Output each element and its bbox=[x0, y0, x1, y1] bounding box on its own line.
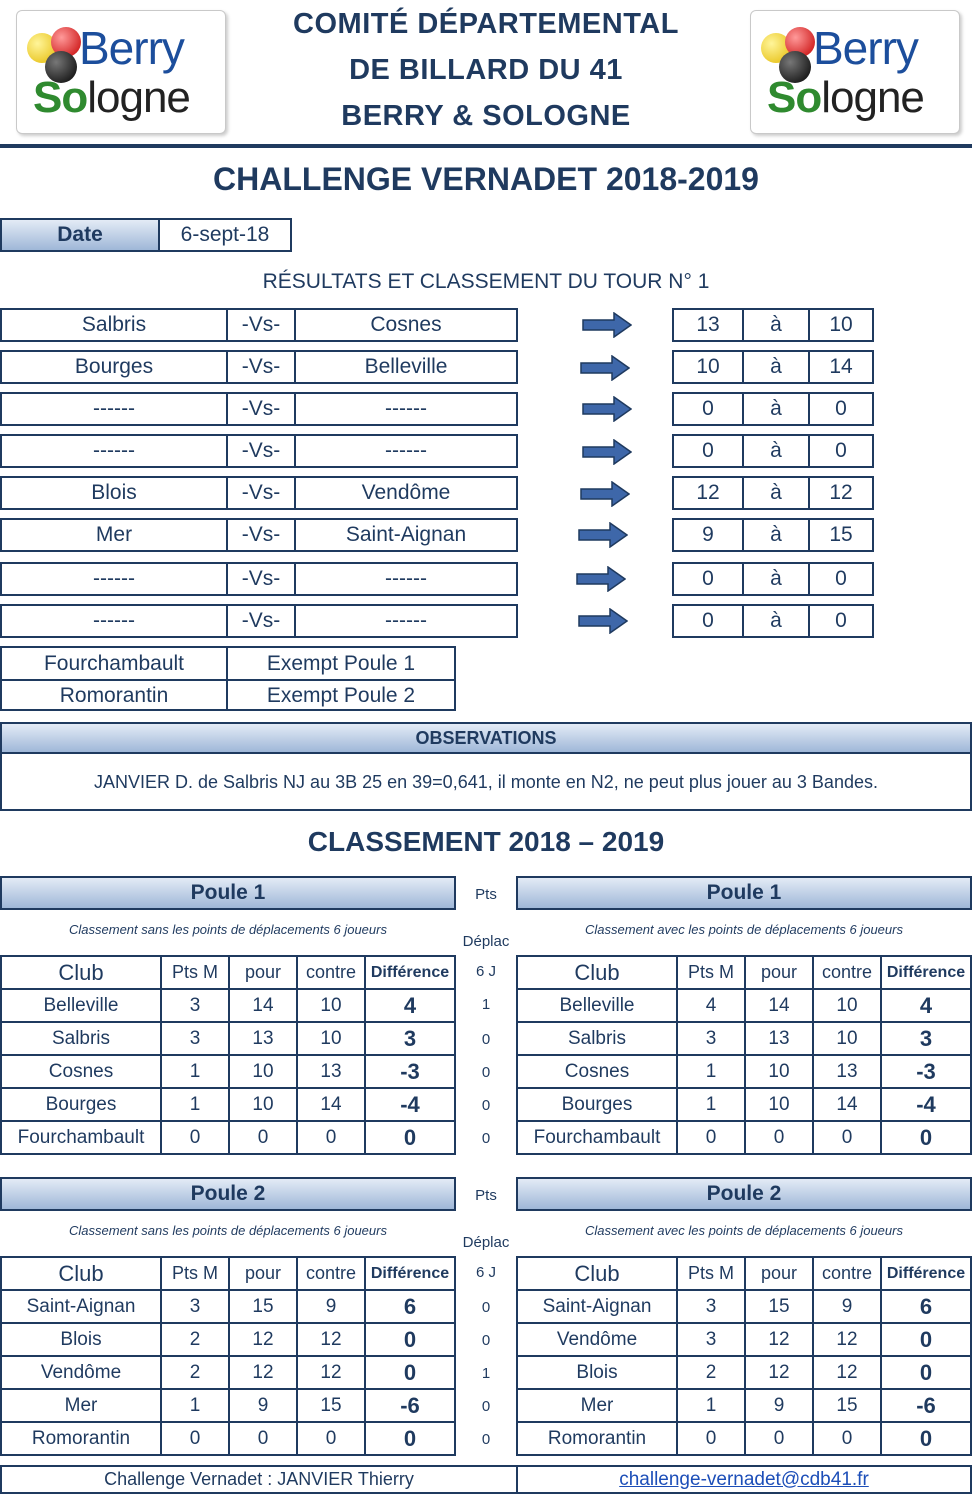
score-away: 15 bbox=[808, 520, 872, 550]
match-teams bbox=[0, 518, 518, 552]
cell-pts: 1 bbox=[161, 1389, 229, 1422]
table-row bbox=[517, 1088, 971, 1121]
header-rule bbox=[0, 144, 972, 148]
match-row bbox=[0, 308, 972, 344]
logo-sologne: Sologne bbox=[33, 73, 190, 122]
cell-diff: -6 bbox=[365, 1389, 455, 1422]
cell-diff: 0 bbox=[365, 1356, 455, 1389]
cell-club: Saint-Aignan bbox=[517, 1290, 677, 1323]
cell-pts: 2 bbox=[677, 1356, 745, 1389]
match-score bbox=[672, 308, 874, 342]
score-home: 10 bbox=[696, 355, 720, 378]
poule2-header-right: Poule 2 bbox=[516, 1177, 972, 1211]
match-score bbox=[672, 476, 874, 510]
cell-club: Vendôme bbox=[1, 1356, 161, 1389]
col-contre: contre bbox=[297, 1257, 365, 1290]
page-title: CHALLENGE VERNADET 2018-2019 bbox=[213, 161, 759, 197]
match-away: Cosnes bbox=[294, 310, 516, 340]
exempt-table bbox=[0, 646, 456, 711]
six-j-label: 6 J bbox=[475, 1264, 496, 1281]
match-home: Bourges bbox=[74, 355, 154, 378]
match-score bbox=[672, 434, 874, 468]
match-teams bbox=[0, 308, 518, 342]
score-sep: à bbox=[742, 352, 808, 382]
col-contre: contre bbox=[297, 956, 365, 989]
poule1-header-left: Poule 1 bbox=[0, 876, 456, 910]
match-home: ------ bbox=[93, 439, 135, 462]
table-row bbox=[517, 1323, 971, 1356]
match-away: ------ bbox=[294, 606, 516, 636]
table-row bbox=[517, 1055, 971, 1088]
match-row bbox=[0, 518, 972, 554]
cell-contre: 12 bbox=[297, 1356, 365, 1389]
col-contre: contre bbox=[813, 1257, 881, 1290]
match-score bbox=[672, 518, 874, 552]
col-pour: pour bbox=[745, 1257, 813, 1290]
cell-club: Belleville bbox=[517, 989, 677, 1022]
table-row bbox=[1, 1422, 455, 1455]
pts-label: Pts bbox=[475, 886, 497, 903]
cell-pts: 1 bbox=[677, 1055, 745, 1088]
score-away: 0 bbox=[808, 606, 872, 636]
cell-club: Mer bbox=[517, 1389, 677, 1422]
header-line-2: DE BILLARD DU 41 bbox=[349, 54, 623, 86]
poule1-note-right: Classement avec les points de déplacements 6 joueurs bbox=[585, 922, 903, 937]
cell-contre: 12 bbox=[813, 1323, 881, 1356]
cell-pts: 1 bbox=[677, 1088, 745, 1121]
match-teams bbox=[0, 562, 518, 596]
observations-text: JANVIER D. de Salbris NJ au 3B 25 en 39=0,641, il monte en N2, ne peut plus jouer au 3 Bandes. bbox=[94, 772, 878, 792]
arrow-right-icon bbox=[582, 312, 632, 338]
cell-club: Salbris bbox=[517, 1022, 677, 1055]
cell-pour: 10 bbox=[229, 1088, 297, 1121]
match-away: Saint-Aignan bbox=[294, 520, 516, 550]
cell-club: Salbris bbox=[1, 1022, 161, 1055]
observations-box bbox=[0, 722, 972, 811]
deplac-label: Déplac bbox=[462, 1234, 510, 1251]
cell-diff: 4 bbox=[365, 989, 455, 1022]
poule1-deplac-col bbox=[456, 955, 516, 1153]
match-score bbox=[672, 350, 874, 384]
score-home: 0 bbox=[702, 567, 714, 590]
table-row bbox=[1, 1290, 455, 1323]
cell-pour: 10 bbox=[229, 1055, 297, 1088]
cell-diff: -4 bbox=[365, 1088, 455, 1121]
header-line-3: BERRY & SOLOGNE bbox=[341, 100, 631, 132]
cell-diff: 6 bbox=[881, 1290, 971, 1323]
deplac-value: 1 bbox=[481, 996, 491, 1013]
cell-club: Fourchambault bbox=[517, 1121, 677, 1154]
poule1-note-left: Classement sans les points de déplacements 6 joueurs bbox=[69, 922, 387, 937]
poule2-deplac-col bbox=[456, 1256, 516, 1454]
footer-credit: Challenge Vernadet : JANVIER Thierry bbox=[0, 1465, 518, 1494]
pts-label: Pts bbox=[475, 1187, 497, 1204]
exempt-label: Exempt Poule 1 bbox=[226, 648, 454, 679]
logo-sologne: Sologne bbox=[767, 73, 924, 122]
exempt-label: Exempt Poule 2 bbox=[226, 681, 454, 711]
match-vs: -Vs- bbox=[226, 606, 294, 636]
cell-diff: 0 bbox=[881, 1356, 971, 1389]
match-home: ------ bbox=[93, 609, 135, 632]
table-row bbox=[1, 1389, 455, 1422]
col-pts: Pts M bbox=[677, 956, 745, 989]
poule2-table-right bbox=[516, 1256, 972, 1456]
cell-pts: 3 bbox=[677, 1022, 745, 1055]
match-away: Belleville bbox=[294, 352, 516, 382]
cell-diff: 0 bbox=[365, 1422, 455, 1455]
cell-diff: 3 bbox=[365, 1022, 455, 1055]
cell-pour: 10 bbox=[745, 1055, 813, 1088]
cell-pts: 1 bbox=[161, 1055, 229, 1088]
cell-pts: 0 bbox=[677, 1422, 745, 1455]
cell-club: Vendôme bbox=[517, 1323, 677, 1356]
match-away: ------ bbox=[294, 394, 516, 424]
match-vs: -Vs- bbox=[226, 310, 294, 340]
observations-title: OBSERVATIONS bbox=[2, 724, 970, 754]
cell-diff: 3 bbox=[881, 1022, 971, 1055]
match-home: ------ bbox=[93, 567, 135, 590]
header bbox=[0, 0, 972, 150]
cell-pts: 1 bbox=[677, 1389, 745, 1422]
cell-club: Belleville bbox=[1, 989, 161, 1022]
cell-club: Romorantin bbox=[517, 1422, 677, 1455]
match-vs: -Vs- bbox=[226, 394, 294, 424]
cell-contre: 10 bbox=[813, 989, 881, 1022]
cell-pts: 3 bbox=[161, 1290, 229, 1323]
deplac-value: 0 bbox=[481, 1398, 491, 1415]
score-sep: à bbox=[742, 478, 808, 508]
table-row bbox=[1, 1088, 455, 1121]
match-row bbox=[0, 350, 972, 386]
table-row bbox=[517, 1022, 971, 1055]
cell-pts: 1 bbox=[161, 1088, 229, 1121]
match-home: Mer bbox=[95, 523, 133, 546]
col-pts: Pts M bbox=[161, 956, 229, 989]
deplac-value: 0 bbox=[481, 1097, 491, 1114]
score-sep: à bbox=[742, 564, 808, 594]
match-score bbox=[672, 604, 874, 638]
match-teams bbox=[0, 434, 518, 468]
score-home: 0 bbox=[702, 439, 714, 462]
score-away: 12 bbox=[808, 478, 872, 508]
cell-contre: 0 bbox=[297, 1121, 365, 1154]
cell-diff: -6 bbox=[881, 1389, 971, 1422]
score-home: 9 bbox=[702, 523, 714, 546]
score-home: 0 bbox=[702, 609, 714, 632]
score-home: 0 bbox=[702, 397, 714, 420]
col-pts: Pts M bbox=[161, 1257, 229, 1290]
cell-contre: 9 bbox=[813, 1290, 881, 1323]
cell-club: Blois bbox=[517, 1356, 677, 1389]
header-line-1: COMITÉ DÉPARTEMENTAL bbox=[293, 8, 679, 40]
cell-pour: 13 bbox=[229, 1022, 297, 1055]
table-row bbox=[1, 989, 455, 1022]
match-home: Salbris bbox=[81, 313, 147, 336]
poule1-table-right bbox=[516, 955, 972, 1155]
logo-right bbox=[750, 10, 960, 134]
logo-left bbox=[16, 10, 226, 134]
table-row bbox=[1, 1055, 455, 1088]
cell-contre: 10 bbox=[297, 989, 365, 1022]
cell-pour: 14 bbox=[745, 989, 813, 1022]
arrow-right-icon bbox=[582, 396, 632, 422]
match-row bbox=[0, 434, 972, 470]
arrow-right-icon bbox=[578, 522, 628, 548]
logo-berry: Berry bbox=[813, 22, 918, 74]
score-away: 14 bbox=[808, 352, 872, 382]
deplac-value: 0 bbox=[481, 1431, 491, 1448]
cell-club: Mer bbox=[1, 1389, 161, 1422]
cell-pts: 2 bbox=[161, 1356, 229, 1389]
cell-contre: 14 bbox=[813, 1088, 881, 1121]
cell-contre: 0 bbox=[297, 1422, 365, 1455]
cell-club: Cosnes bbox=[517, 1055, 677, 1088]
match-teams bbox=[0, 604, 518, 638]
match-score bbox=[672, 562, 874, 596]
match-row bbox=[0, 392, 972, 428]
cell-contre: 13 bbox=[813, 1055, 881, 1088]
deplac-value: 0 bbox=[481, 1064, 491, 1081]
col-diff: Différence bbox=[365, 956, 455, 989]
table-row bbox=[517, 989, 971, 1022]
arrow-right-icon bbox=[576, 566, 626, 592]
poule1-header-right: Poule 1 bbox=[516, 876, 972, 910]
score-sep: à bbox=[742, 606, 808, 636]
cell-diff: -3 bbox=[365, 1055, 455, 1088]
cell-pour: 13 bbox=[745, 1022, 813, 1055]
cell-pts: 3 bbox=[161, 1022, 229, 1055]
date-value: 6-sept-18 bbox=[158, 218, 292, 252]
cell-contre: 0 bbox=[813, 1422, 881, 1455]
match-away: ------ bbox=[294, 436, 516, 466]
score-home: 13 bbox=[696, 313, 720, 336]
score-sep: à bbox=[742, 394, 808, 424]
match-teams bbox=[0, 476, 518, 510]
col-pour: pour bbox=[229, 1257, 297, 1290]
cell-contre: 12 bbox=[297, 1323, 365, 1356]
deplac-value: 1 bbox=[481, 1365, 491, 1382]
cell-pour: 0 bbox=[229, 1422, 297, 1455]
cell-pts: 0 bbox=[677, 1121, 745, 1154]
match-list bbox=[0, 308, 972, 638]
cell-pour: 12 bbox=[745, 1323, 813, 1356]
col-pts: Pts M bbox=[677, 1257, 745, 1290]
cell-club: Romorantin bbox=[1, 1422, 161, 1455]
poule2-table-left bbox=[0, 1256, 456, 1456]
cell-club: Bourges bbox=[1, 1088, 161, 1121]
match-vs: -Vs- bbox=[226, 352, 294, 382]
match-away: Vendôme bbox=[294, 478, 516, 508]
cell-contre: 14 bbox=[297, 1088, 365, 1121]
deplac-label: Déplac bbox=[462, 933, 510, 950]
cell-pour: 15 bbox=[229, 1290, 297, 1323]
cell-diff: -4 bbox=[881, 1088, 971, 1121]
poule2-header-left: Poule 2 bbox=[0, 1177, 456, 1211]
cell-club: Saint-Aignan bbox=[1, 1290, 161, 1323]
col-pour: pour bbox=[745, 956, 813, 989]
cell-pour: 0 bbox=[745, 1422, 813, 1455]
col-club: Club bbox=[1, 1257, 161, 1290]
cell-club: Fourchambault bbox=[1, 1121, 161, 1154]
cell-contre: 12 bbox=[813, 1356, 881, 1389]
col-diff: Différence bbox=[365, 1257, 455, 1290]
cell-pts: 3 bbox=[677, 1290, 745, 1323]
cell-pour: 9 bbox=[745, 1389, 813, 1422]
match-row bbox=[0, 476, 972, 512]
table-header-row bbox=[1, 1257, 455, 1290]
table-row bbox=[1, 1121, 455, 1154]
table-row bbox=[517, 1422, 971, 1455]
results-title: RÉSULTATS ET CLASSEMENT DU TOUR N° 1 bbox=[262, 270, 710, 293]
match-score bbox=[672, 392, 874, 426]
table-row bbox=[517, 1389, 971, 1422]
cell-diff: 6 bbox=[365, 1290, 455, 1323]
score-away: 10 bbox=[808, 310, 872, 340]
col-pour: pour bbox=[229, 956, 297, 989]
table-row bbox=[517, 1356, 971, 1389]
table-header-row bbox=[517, 956, 971, 989]
match-home: Blois bbox=[91, 481, 137, 504]
arrow-right-icon bbox=[578, 608, 628, 634]
cell-diff: 0 bbox=[881, 1422, 971, 1455]
score-sep: à bbox=[742, 310, 808, 340]
table-row bbox=[1, 1022, 455, 1055]
score-away: 0 bbox=[808, 564, 872, 594]
arrow-right-icon bbox=[580, 481, 630, 507]
six-j-label: 6 J bbox=[475, 963, 496, 980]
cell-pour: 12 bbox=[229, 1323, 297, 1356]
col-club: Club bbox=[517, 956, 677, 989]
table-row bbox=[1, 1356, 455, 1389]
cell-contre: 13 bbox=[297, 1055, 365, 1088]
exempt-club: Romorantin bbox=[59, 684, 169, 707]
poule2-note-left: Classement sans les points de déplacements 6 joueurs bbox=[69, 1223, 387, 1238]
match-teams bbox=[0, 350, 518, 384]
logo-berry: Berry bbox=[79, 22, 184, 74]
cell-diff: -3 bbox=[881, 1055, 971, 1088]
score-sep: à bbox=[742, 520, 808, 550]
footer-email[interactable]: challenge-vernadet@cdb41.fr bbox=[619, 1468, 869, 1490]
cell-diff: 0 bbox=[881, 1323, 971, 1356]
cell-pour: 0 bbox=[745, 1121, 813, 1154]
cell-pts: 4 bbox=[677, 989, 745, 1022]
match-vs: -Vs- bbox=[226, 564, 294, 594]
cell-contre: 15 bbox=[813, 1389, 881, 1422]
cell-contre: 0 bbox=[813, 1121, 881, 1154]
table-row bbox=[517, 1121, 971, 1154]
match-away: ------ bbox=[294, 564, 516, 594]
match-teams bbox=[0, 392, 518, 426]
cell-pts: 0 bbox=[161, 1422, 229, 1455]
col-contre: contre bbox=[813, 956, 881, 989]
arrow-right-icon bbox=[582, 439, 632, 465]
table-header-row bbox=[517, 1257, 971, 1290]
cell-diff: 0 bbox=[365, 1121, 455, 1154]
cell-contre: 9 bbox=[297, 1290, 365, 1323]
cell-pts: 3 bbox=[161, 989, 229, 1022]
match-vs: -Vs- bbox=[226, 478, 294, 508]
cell-contre: 10 bbox=[297, 1022, 365, 1055]
match-vs: -Vs- bbox=[226, 520, 294, 550]
deplac-value: 0 bbox=[481, 1299, 491, 1316]
cell-diff: 0 bbox=[365, 1323, 455, 1356]
match-row bbox=[0, 604, 972, 640]
table-header-row bbox=[1, 956, 455, 989]
cell-club: Blois bbox=[1, 1323, 161, 1356]
match-vs: -Vs- bbox=[226, 436, 294, 466]
table-row bbox=[1, 1323, 455, 1356]
score-sep: à bbox=[742, 436, 808, 466]
deplac-value: 0 bbox=[481, 1031, 491, 1048]
cell-pour: 14 bbox=[229, 989, 297, 1022]
score-away: 0 bbox=[808, 436, 872, 466]
cell-pour: 0 bbox=[229, 1121, 297, 1154]
score-away: 0 bbox=[808, 394, 872, 424]
cell-club: Bourges bbox=[517, 1088, 677, 1121]
poule2-note-right: Classement avec les points de déplacements 6 joueurs bbox=[585, 1223, 903, 1238]
deplac-value: 0 bbox=[481, 1332, 491, 1349]
cell-diff: 4 bbox=[881, 989, 971, 1022]
table-row bbox=[517, 1290, 971, 1323]
cell-club: Cosnes bbox=[1, 1055, 161, 1088]
col-club: Club bbox=[517, 1257, 677, 1290]
col-club: Club bbox=[1, 956, 161, 989]
score-home: 12 bbox=[696, 481, 720, 504]
footer-email-link[interactable] bbox=[516, 1465, 972, 1494]
deplac-value: 0 bbox=[481, 1130, 491, 1147]
cell-pts: 0 bbox=[161, 1121, 229, 1154]
cell-pts: 3 bbox=[677, 1323, 745, 1356]
cell-contre: 10 bbox=[813, 1022, 881, 1055]
date-label: Date bbox=[0, 218, 160, 252]
arrow-right-icon bbox=[580, 355, 630, 381]
cell-pts: 2 bbox=[161, 1323, 229, 1356]
cell-pour: 12 bbox=[229, 1356, 297, 1389]
exempt-club: Fourchambault bbox=[43, 651, 185, 675]
classement-title: CLASSEMENT 2018 – 2019 bbox=[307, 826, 665, 857]
poule1-table-left bbox=[0, 955, 456, 1155]
match-home: ------ bbox=[93, 397, 135, 420]
cell-pour: 15 bbox=[745, 1290, 813, 1323]
col-diff: Différence bbox=[881, 1257, 971, 1290]
match-row bbox=[0, 562, 972, 598]
cell-pour: 10 bbox=[745, 1088, 813, 1121]
cell-pour: 9 bbox=[229, 1389, 297, 1422]
cell-contre: 15 bbox=[297, 1389, 365, 1422]
cell-pour: 12 bbox=[745, 1356, 813, 1389]
cell-diff: 0 bbox=[881, 1121, 971, 1154]
col-diff: Différence bbox=[881, 956, 971, 989]
